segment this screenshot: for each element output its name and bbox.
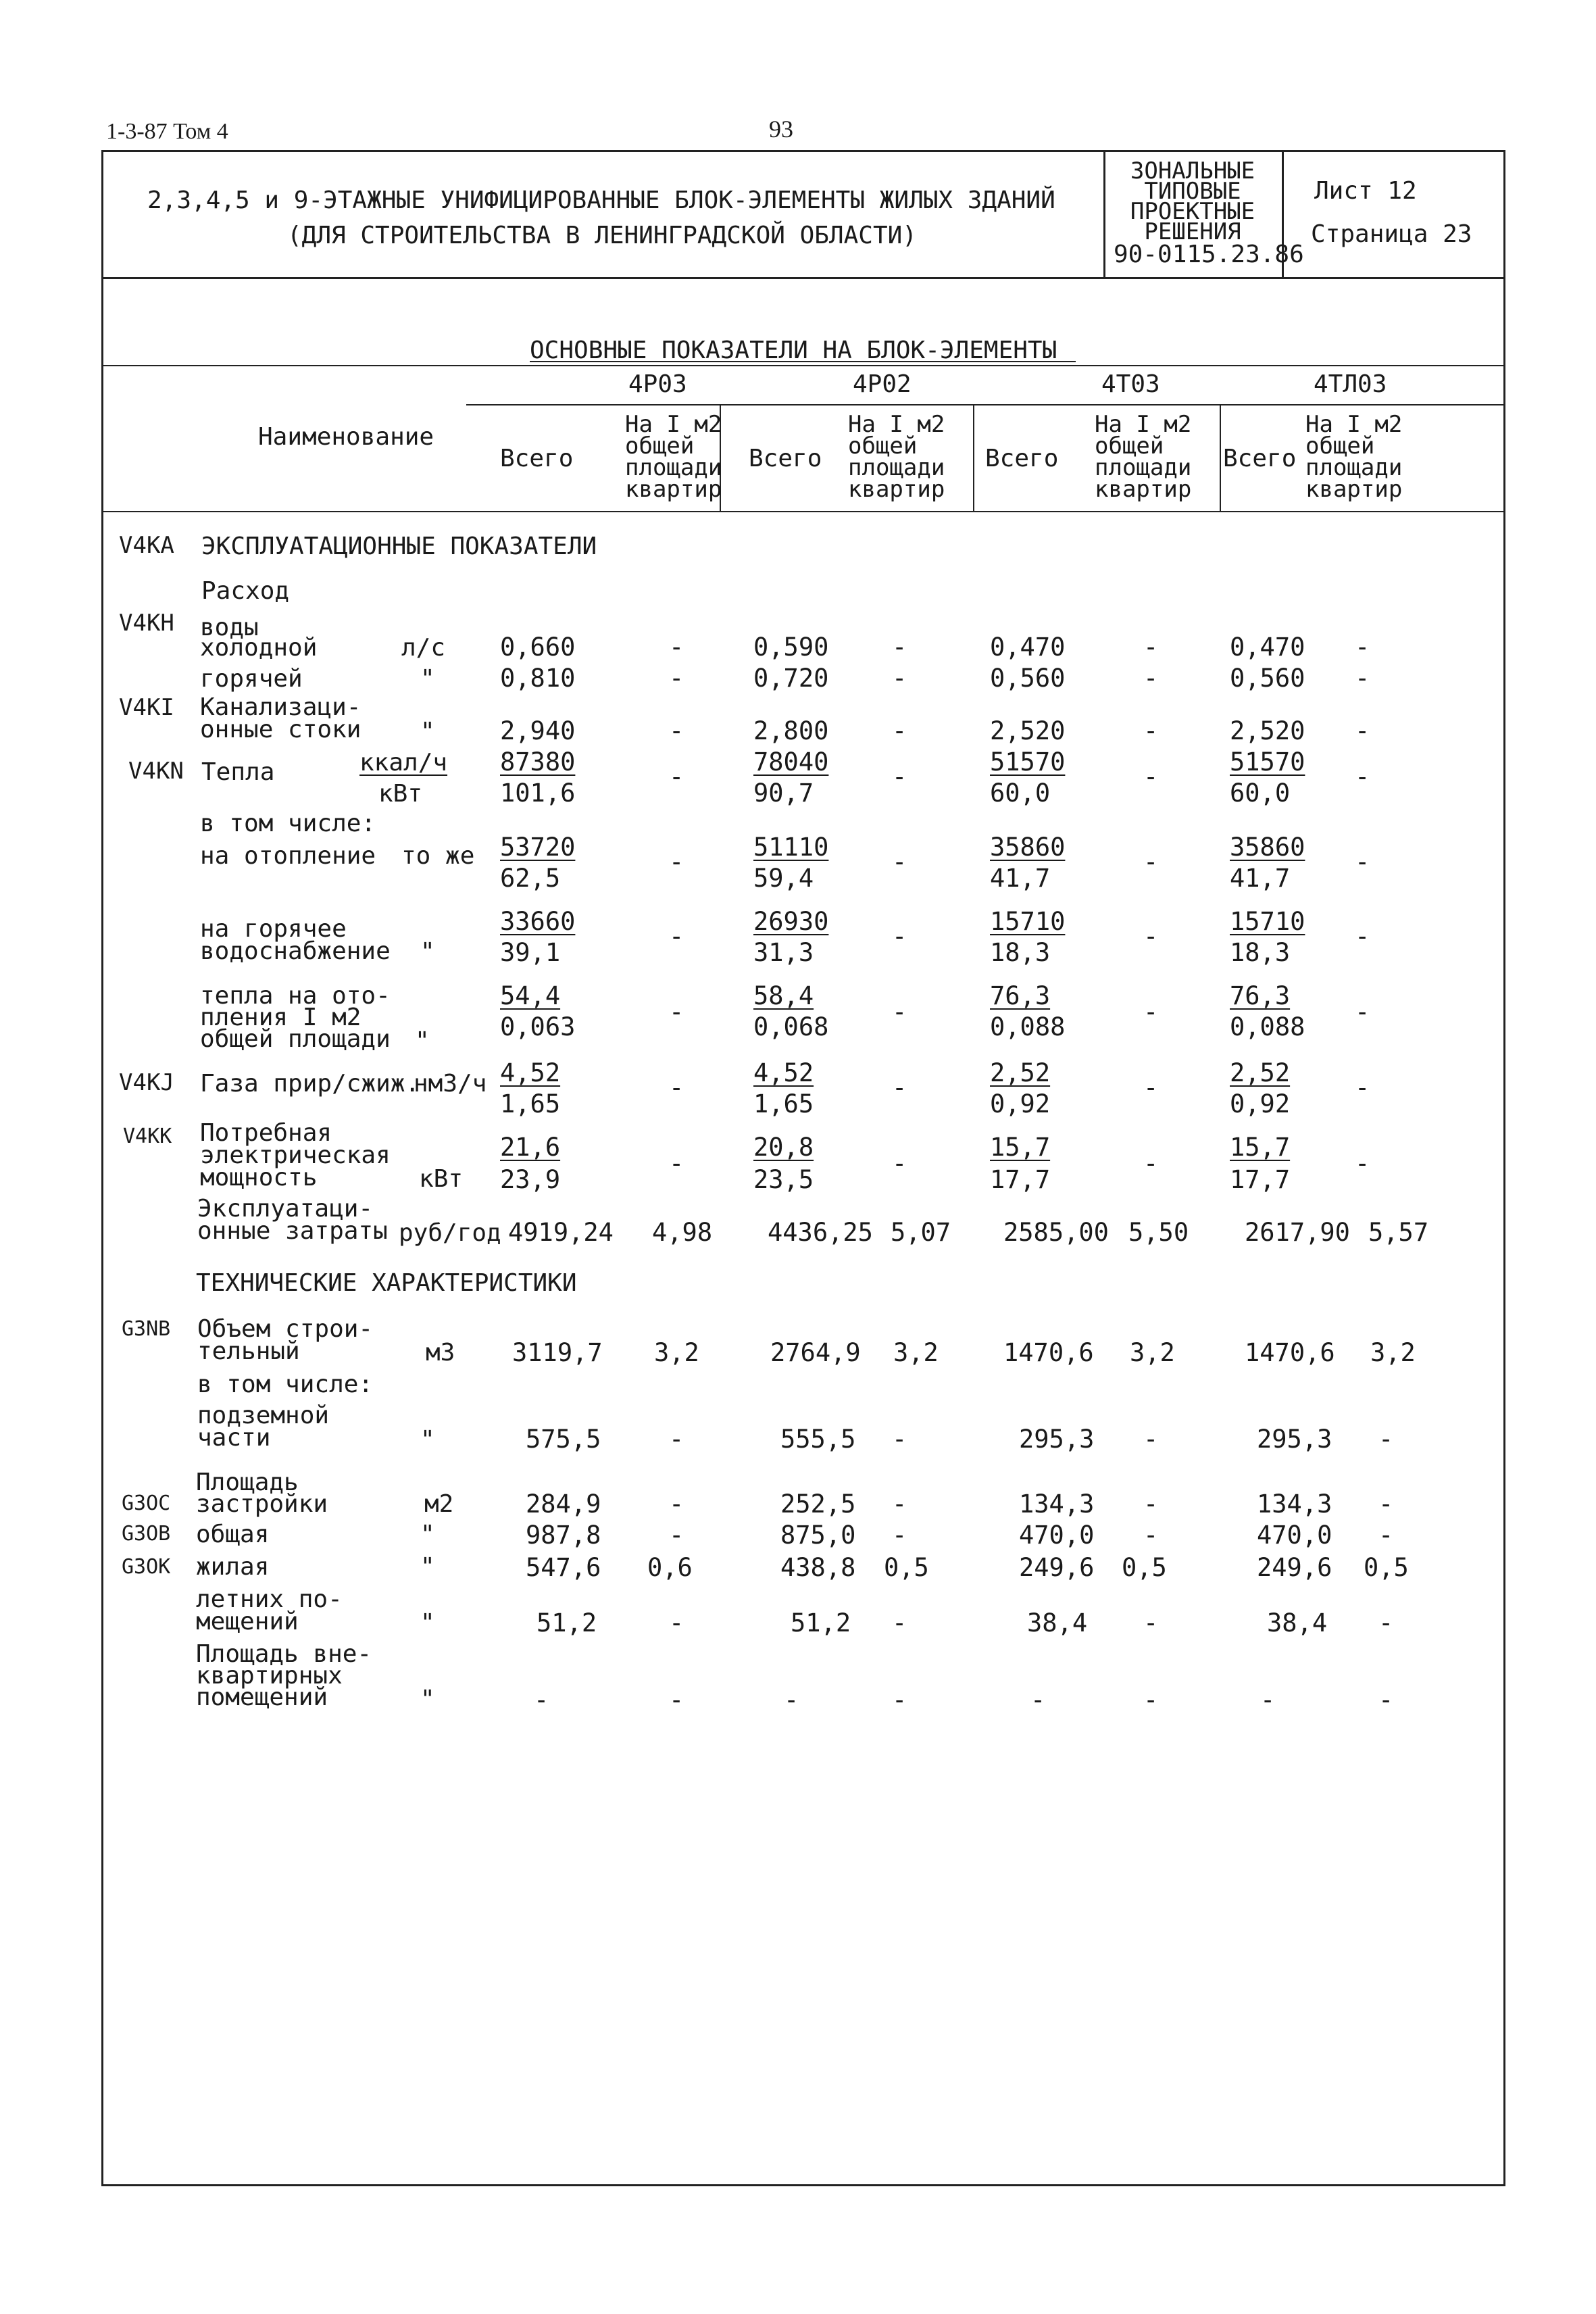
cell: - (892, 664, 907, 693)
row-code: V4KI (119, 694, 174, 721)
unit: кВт (378, 780, 423, 808)
cell: 470,0 (1019, 1521, 1095, 1550)
sub-header-total: Всего (1223, 445, 1297, 472)
cell: 76,3 (990, 981, 1051, 1010)
cell: - (892, 847, 907, 877)
cell: 17,7 (990, 1165, 1051, 1194)
cell: 0,590 (753, 633, 829, 662)
cell: 3,2 (1370, 1338, 1416, 1367)
cell: - (1143, 1685, 1159, 1715)
section-technical: ТЕХНИЧЕСКИЕ ХАРАКТЕРИСТИКИ (196, 1269, 577, 1297)
cell: - (669, 847, 684, 877)
group-header-4tl03: 4ТЛ03 (1314, 370, 1387, 398)
cell: 20,8 (753, 1133, 814, 1162)
label-volume: Объем строи- тельный (197, 1315, 374, 1365)
cell: 59,4 (753, 864, 814, 893)
label-heat: Тепла (201, 758, 275, 786)
cell: - (669, 762, 684, 791)
cell: 0,660 (500, 633, 576, 662)
cell: - (669, 922, 684, 951)
unit: " (420, 1553, 435, 1581)
cell: 0,92 (990, 1089, 1051, 1118)
group-header-4r03: 4Р03 (628, 370, 687, 398)
label-summer-rooms: летних по- мещений (196, 1585, 343, 1635)
cell: - (1143, 1149, 1159, 1178)
cell: - (669, 1149, 684, 1178)
cell: 575,5 (526, 1425, 601, 1454)
cell: - (1378, 1608, 1394, 1638)
cell: 555,5 (780, 1425, 856, 1454)
cell: 51,2 (791, 1608, 851, 1638)
cell: 39,1 (500, 938, 561, 967)
cell: 54,4 (500, 981, 561, 1010)
label-living-area: жилая (196, 1553, 270, 1581)
page-number: 93 (769, 116, 793, 143)
cell: - (1355, 1149, 1370, 1178)
cell: - (669, 1521, 684, 1550)
cell: - (1355, 716, 1370, 745)
cell: 38,4 (1267, 1608, 1328, 1638)
cell: - (784, 1685, 799, 1715)
cell: - (669, 664, 684, 693)
label-power: Потребная электрическая мощность (200, 1119, 391, 1191)
group-header-4r02: 4Р02 (853, 370, 912, 398)
cell: 76,3 (1230, 981, 1291, 1010)
cell: 0,720 (753, 664, 829, 693)
cell: - (1143, 1425, 1159, 1454)
label-area: Площадь (196, 1469, 299, 1496)
row-code: V4KJ (119, 1069, 174, 1096)
cell: - (1355, 633, 1370, 662)
cell: 26930 (753, 907, 829, 936)
row-code: G3OC (122, 1492, 171, 1515)
cell: - (1143, 762, 1159, 791)
row-code: G3OB (122, 1522, 171, 1546)
row-code: V4KN (128, 758, 184, 785)
cell: 295,3 (1019, 1425, 1095, 1454)
cell: 18,3 (990, 938, 1051, 967)
cell: - (1378, 1490, 1394, 1519)
cell: - (1143, 1521, 1159, 1550)
cell: 23,5 (753, 1165, 814, 1194)
cell: 134,3 (1257, 1490, 1332, 1519)
cell: - (892, 633, 907, 662)
label-hot-water: на горячее водоснабжение (200, 915, 391, 965)
cell: 5,57 (1368, 1218, 1429, 1247)
cell: 2,520 (1230, 716, 1305, 745)
sub-header-per-m2: На I м2 общей площади квартир (1305, 411, 1403, 503)
cell: - (892, 716, 907, 745)
cell: - (892, 1073, 907, 1102)
label-cold: холодной (200, 634, 318, 662)
cell: 0,068 (753, 1012, 829, 1041)
cell: 3,2 (654, 1338, 699, 1367)
row-code: V4KA (119, 532, 174, 559)
cell: 38,4 (1027, 1608, 1088, 1638)
unit: " (420, 1521, 435, 1548)
cell: - (1143, 922, 1159, 951)
cell: - (892, 998, 907, 1027)
unit: " (420, 718, 435, 745)
unit: ккал/ч (359, 749, 448, 777)
cell: - (892, 922, 907, 951)
section-operational: ЭКСПЛУАТАЦИОННЫЕ ПОКАЗАТЕЛИ (201, 533, 597, 560)
cell: 15710 (1230, 907, 1305, 936)
label-sewage: Канализаци- онные стоки (200, 693, 361, 743)
cell: 15,7 (990, 1133, 1051, 1162)
cell: 90,7 (753, 779, 814, 808)
cell: 51570 (1230, 747, 1305, 777)
cell: - (1143, 998, 1159, 1027)
label-consumption: Расход (201, 577, 290, 605)
sub-header-per-m2: На I м2 общей площади квартир (848, 411, 945, 503)
cell: 2,800 (753, 716, 829, 745)
page-label: Страница 23 (1311, 220, 1472, 248)
cell: - (1260, 1685, 1276, 1715)
cell: - (1355, 998, 1370, 1027)
sub-header-per-m2: На I м2 общей площади квартир (625, 411, 722, 503)
cell: - (669, 1425, 684, 1454)
cell: 0,560 (990, 664, 1066, 693)
label-built-area: застройки (196, 1490, 328, 1518)
cell: - (1355, 1073, 1370, 1102)
unit: " (420, 1609, 435, 1637)
cell: - (1143, 633, 1159, 662)
cell: - (1143, 716, 1159, 745)
cell: - (669, 1073, 684, 1102)
label-hot: горячей (200, 665, 303, 693)
stamp-line3: ПРОЕКТНЫЕ (1130, 198, 1255, 225)
label-incl: в том числе: (200, 810, 376, 837)
cell: - (1143, 1490, 1159, 1519)
cell: 2,520 (990, 716, 1066, 745)
cell: 87380 (500, 747, 576, 777)
cell: 5,50 (1128, 1218, 1189, 1247)
cell: 0,810 (500, 664, 576, 693)
cell: 35860 (1230, 833, 1305, 862)
cell: 547,6 (526, 1553, 601, 1582)
cell: - (1378, 1521, 1394, 1550)
unit: " (420, 665, 435, 693)
row-code: G3OK (122, 1555, 171, 1579)
row-code: V4KK (123, 1125, 172, 1148)
label-heating: на отопление (200, 842, 376, 870)
cell: - (1143, 1073, 1159, 1102)
cell: 2617,90 (1245, 1218, 1350, 1247)
label-gas: Газа прир/сжиж. (200, 1070, 420, 1098)
cell: 2,52 (1230, 1058, 1291, 1087)
document-title-line1: 2,3,4,5 и 9-ЭТАЖНЫЕ УНИФИЦИРОВАННЫЕ БЛОК-ЭЛЕМЕНТЫ ЖИЛЫХ ЗДАНИЙ (147, 187, 1055, 214)
cell: - (892, 1685, 907, 1715)
cell: 31,3 (753, 938, 814, 967)
cell: 53720 (500, 833, 576, 862)
cell: 0,5 (1364, 1553, 1409, 1582)
cell: - (1378, 1685, 1394, 1715)
cell: 0,5 (884, 1553, 929, 1582)
unit: " (420, 1685, 435, 1713)
cell: 0,470 (990, 633, 1066, 662)
cell: 23,9 (500, 1165, 561, 1194)
cell: - (892, 1149, 907, 1178)
cell: 3,2 (893, 1338, 939, 1367)
cell: 0,470 (1230, 633, 1305, 662)
sheet-number: Лист 12 (1314, 177, 1417, 205)
unit: нм3/ч (414, 1070, 487, 1098)
label-underground: подземной части (197, 1402, 330, 1452)
cell: - (892, 1425, 907, 1454)
cell: - (669, 1490, 684, 1519)
cell: 51,2 (537, 1608, 597, 1638)
cell: 2585,00 (1003, 1218, 1109, 1247)
unit: м3 (426, 1339, 455, 1367)
cell: - (1355, 664, 1370, 693)
cell: 4919,24 (508, 1218, 614, 1247)
name-column-header: Наименование (258, 423, 434, 451)
cell: - (892, 1608, 907, 1638)
cell: 51570 (990, 747, 1066, 777)
cell: 249,6 (1257, 1553, 1332, 1582)
row-code: G3NB (122, 1317, 171, 1341)
series-reference: 1-3-87 Том 4 (106, 119, 228, 144)
cell: - (669, 716, 684, 745)
cell: 249,6 (1019, 1553, 1095, 1582)
cell: 295,3 (1257, 1425, 1332, 1454)
cell: 2764,9 (770, 1338, 861, 1367)
cell: 1,65 (753, 1089, 814, 1118)
cell: - (892, 1490, 907, 1519)
cell: 4,98 (652, 1218, 713, 1247)
cell: - (1355, 922, 1370, 951)
group-header-4t03: 4Т03 (1101, 370, 1160, 398)
unit: руб/год (399, 1219, 501, 1247)
unit: " (420, 1426, 435, 1454)
unit: " (415, 1027, 430, 1055)
cell: 875,0 (780, 1521, 856, 1550)
cell: 284,9 (526, 1490, 601, 1519)
cell: 1,65 (500, 1089, 561, 1118)
label-incl2: в том числе: (197, 1371, 374, 1398)
unit: то же (401, 842, 475, 870)
cell: 0,6 (647, 1553, 693, 1582)
cell: 18,3 (1230, 938, 1291, 967)
cell: - (1030, 1685, 1046, 1715)
cell: 0,063 (500, 1012, 576, 1041)
cell: 4436,25 (768, 1218, 873, 1247)
cell: 3119,7 (512, 1338, 603, 1367)
cell: - (669, 1608, 684, 1638)
cell: - (1378, 1425, 1394, 1454)
cell: - (1143, 664, 1159, 693)
cell: 51110 (753, 833, 829, 862)
cell: 78040 (753, 747, 829, 777)
table-caption: ОСНОВНЫЕ ПОКАЗАТЕЛИ НА БЛОК-ЭЛЕМЕНТЫ (530, 337, 1057, 364)
cell: - (892, 1521, 907, 1550)
cell: 0,088 (990, 1012, 1066, 1041)
cell: - (669, 633, 684, 662)
document-title-line2: (ДЛЯ СТРОИТЕЛЬСТВА В ЛЕНИНГРАДСКОЙ ОБЛАСТИ) (287, 222, 917, 249)
label-heat-per-m2: тепла на ото- пления I м2 общей площади (200, 982, 391, 1053)
cell: - (1355, 847, 1370, 877)
cell: - (1143, 847, 1159, 877)
cell: 438,8 (780, 1553, 856, 1582)
cell: 58,4 (753, 981, 814, 1010)
cell: 0,92 (1230, 1089, 1291, 1118)
stamp-line2: ТИПОВЫЕ (1144, 178, 1241, 205)
sub-header-per-m2: На I м2 общей площади квартир (1095, 411, 1192, 503)
cell: 101,6 (500, 779, 576, 808)
label-water: воды (200, 614, 259, 641)
unit: м2 (424, 1490, 454, 1518)
label-costs: Эксплуатаци- онные затраты (197, 1195, 388, 1245)
unit: " (420, 938, 435, 966)
cell: - (534, 1685, 549, 1715)
cell: 21,6 (500, 1133, 561, 1162)
cell: 4,52 (500, 1058, 561, 1087)
cell: 15710 (990, 907, 1066, 936)
unit: л/с (401, 634, 446, 662)
cell: 0,088 (1230, 1012, 1305, 1041)
cell: 1470,6 (1245, 1338, 1335, 1367)
cell: - (1355, 762, 1370, 791)
cell: 987,8 (526, 1521, 601, 1550)
cell: 134,3 (1019, 1490, 1095, 1519)
cell: 252,5 (780, 1490, 856, 1519)
cell: 35860 (990, 833, 1066, 862)
cell: - (1143, 1608, 1159, 1638)
label-outside-area: Площадь вне- квартирных помещений (196, 1640, 372, 1711)
unit: кВт (419, 1165, 464, 1193)
cell: - (669, 998, 684, 1027)
cell: 2,940 (500, 716, 576, 745)
cell: 470,0 (1257, 1521, 1332, 1550)
cell: 3,2 (1130, 1338, 1175, 1367)
stamp-line4: РЕШЕНИЯ (1144, 218, 1241, 245)
cell: 4,52 (753, 1058, 814, 1087)
sub-header-total: Всего (985, 445, 1059, 472)
cell: 2,52 (990, 1058, 1051, 1087)
stamp-line1: ЗОНАЛЬНЫЕ (1130, 157, 1255, 184)
cell: 60,0 (1230, 779, 1291, 808)
cell: 5,07 (891, 1218, 951, 1247)
cell: 33660 (500, 907, 576, 936)
cell: 0,5 (1122, 1553, 1167, 1582)
sub-header-total: Всего (500, 445, 574, 472)
cell: 62,5 (500, 864, 561, 893)
cell: 60,0 (990, 779, 1051, 808)
cell: 15,7 (1230, 1133, 1291, 1162)
cell: 17,7 (1230, 1165, 1291, 1194)
stamp-code: 90-0115.23.86 (1114, 241, 1304, 268)
cell: 41,7 (990, 864, 1051, 893)
cell: 0,560 (1230, 664, 1305, 693)
cell: 41,7 (1230, 864, 1291, 893)
sub-header-total: Всего (749, 445, 822, 472)
cell: - (669, 1685, 684, 1715)
cell: 1470,6 (1003, 1338, 1094, 1367)
cell: - (892, 762, 907, 791)
row-code: V4KH (119, 610, 174, 637)
label-total-area: общая (196, 1521, 270, 1548)
